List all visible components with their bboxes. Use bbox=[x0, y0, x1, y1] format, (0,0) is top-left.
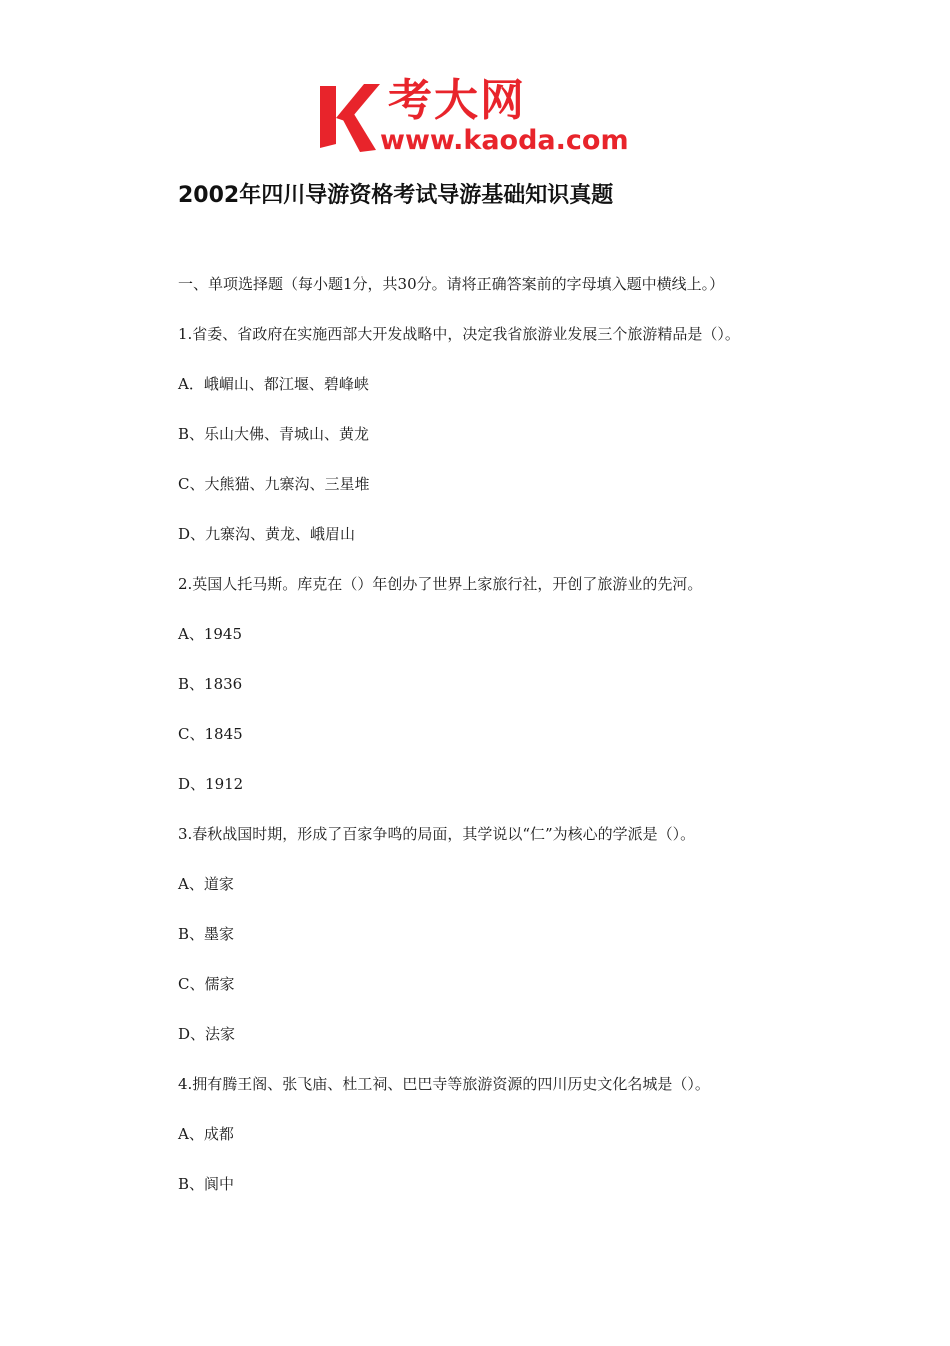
option-2a: A、1945 bbox=[178, 625, 243, 643]
option-1b: B、乐山大佛、青城山、黄龙 bbox=[178, 425, 370, 443]
k-logo-icon bbox=[318, 78, 380, 154]
logo-name: 考大网 bbox=[388, 75, 526, 126]
option-3b: B、墨家 bbox=[178, 925, 235, 943]
question-list bbox=[178, 270, 918, 1220]
option-3a: A、道家 bbox=[178, 875, 234, 893]
option-4a: A、成都 bbox=[178, 1125, 234, 1143]
logo-url: www.kaoda.com bbox=[380, 125, 629, 156]
section-heading: 一、单项选择题（每小题1分，共30分。请将正确答案前的字母填入题中横线上。） bbox=[178, 275, 725, 293]
page-title: 2002年四川导游资格考试导游基础知识真题 bbox=[178, 183, 614, 208]
option-1c: C、大熊猫、九寨沟、三星堆 bbox=[178, 475, 370, 493]
kaoda-logo bbox=[318, 75, 638, 160]
question-4: 4.拥有腾王阁、张飞庙、杜工祠、巴巴寺等旅游资源的四川历史文化名城是（）。 bbox=[178, 1075, 710, 1093]
option-3c: C、儒家 bbox=[178, 975, 235, 993]
question-1: 1.省委、省政府在实施西部大开发战略中，决定我省旅游业发展三个旅游精品是（）。 bbox=[178, 325, 740, 343]
question-2: 2.英国人托马斯。库克在（）年创办了世界上家旅行社，开创了旅游业的先河。 bbox=[178, 575, 703, 593]
question-3: 3.春秋战国时期，形成了百家争鸣的局面，其学说以“仁”为核心的学派是（）。 bbox=[178, 825, 696, 843]
option-3d: D、法家 bbox=[178, 1025, 236, 1043]
option-2c: C、1845 bbox=[178, 725, 243, 743]
option-1d: D、九寨沟、黄龙、峨眉山 bbox=[178, 525, 356, 543]
option-1a: A．峨嵋山、都江堰、碧峰峡 bbox=[178, 375, 369, 393]
option-2b: B、1836 bbox=[178, 675, 243, 693]
option-4b: B、阆中 bbox=[178, 1175, 235, 1193]
option-2d: D、1912 bbox=[178, 775, 244, 793]
